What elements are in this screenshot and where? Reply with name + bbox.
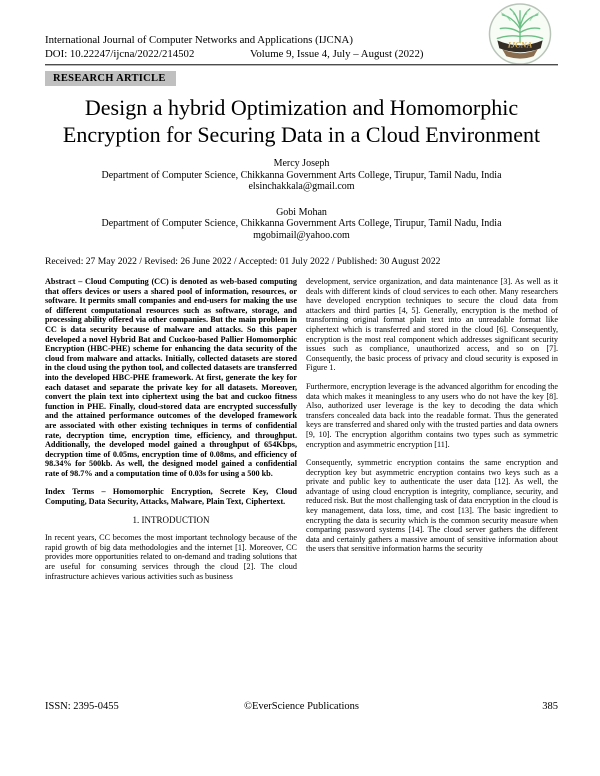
header-meta-row <box>45 47 558 61</box>
research-article-badge: RESEARCH ARTICLE <box>45 71 176 86</box>
logo-text: IJCNA <box>507 40 533 50</box>
section-heading-introduction: 1. INTRODUCTION <box>132 514 210 525</box>
journal-name: International Journal of Computer Networks and Applications (IJCNA) <box>45 34 353 46</box>
body-paragraph: development, service organization, and data maintenance [3]. As well as it deals with different kinds of cloud services to each other. Many researchers have developed encryption techniques to secure the cloud data from attackers and third parties [4, 5]. Generally, encryption is the method of transforming original format plain text into an unreadable format like ciphertext which is transferred and stored in the cloud [6]. Consequently, encryption is the most real component which addresses significant security issues such as compliance, unauthorized access, and so on [7]. Consequently, the basic process of privacy and cloud security is exposed in Figure 1. <box>306 277 558 373</box>
doi-text: DOI: 10.22247/ijcna/2022/214502 <box>45 48 195 60</box>
author-name: Mercy Joseph <box>273 158 330 169</box>
intro-paragraph: In recent years, CC becomes the most important technology because of the rapid growth of big data methodologies and the internet [1]. Moreover, CC provides more opportunities related to on-demand and trading solutions that are useful for consuming services through the cloud [2]. The cloud infrastructure achieves various activities such as business <box>45 533 297 581</box>
author-email: mgobimail@yahoo.com <box>253 229 350 241</box>
right-column <box>306 277 558 665</box>
author-affiliation: Department of Computer Science, Chikkanna Government Arts College, Tirupur, Tamil Nadu, India <box>101 218 502 229</box>
body-paragraph: Furthermore, encryption leverage is the advanced algorithm for encoding the data which makes it meaningless to any users who do not have the key [8]. Also, authorized user leverage is the key to decoding the data which transfers concealed data back into the readable format. Thus the generated keys are transferred and shared only with the trusted parties and data owners [9, 10]. The encryption algorithm contains two types such as symmetric encryption and asymmetric encryption [11]. <box>306 381 558 449</box>
header-divider <box>45 64 558 66</box>
index-terms: Index Terms – Homomorphic Encryption, Secrete Key, Cloud Computing, Data Security, Attacks, Malware, Plain Text, Ciphertext. <box>45 487 297 507</box>
body-columns <box>45 277 558 665</box>
author-email: elsinchakkala@gmail.com <box>248 181 355 192</box>
left-column <box>45 277 297 665</box>
author-name: Gobi Mohan <box>276 206 327 218</box>
paper-title: Design a hybrid Optimization and Homomorphic Encryption for Securing Data in a Cloud Environment <box>62 95 541 147</box>
page-number: 385 <box>542 701 558 712</box>
volume-issue-text: Volume 9, Issue 4, July – August (2022) <box>250 48 424 60</box>
author-block-2 <box>45 207 558 242</box>
abstract-text: Abstract – Cloud Computing (CC) is denoted as web-based computing that offers devices or users a shared pool of information, resources, or software. It permits small companies and end-users for making the use of different computational resources such as software, storage, and processing ability offered via other companies. But the main problem in CC is data security because of malware and attacks. So this paper developed a novel Hybrid Bat and Cuckoo-based Pallier Homomorphic Encryption (HBC-PHE) scheme for enhancing the data security of the cloud from malware and attacks. Initially, collected datasets are stored in the cloud using the python tool, and collected datasets are transferred into the developed HBC-PHE framework. At first, generate the key for each dataset and separate the private key for all datasets. Moreover, convert the plain text into ciphertext using the bat and cuckoo fitness function in PHE. Finally, cloud-stored data are encrypted successfully and the attained performance outcomes of the developed framework are associated with other existing techniques in terms of confidential rate, decryption time, encryption time, efficiency, and throughput. Additionally, the developed model gained a throughput of 654Kbps, decryption time of 0.05ms, encryption time of 0.08ms, and efficiency of 98.34% for 500kb. As well, the designed model gained a confidential rate of 98.7% and a computation time of 0.03s for using a 500 kb. <box>45 277 297 478</box>
issn-text: ISSN: 2395-0455 <box>45 701 119 712</box>
author-affiliation: Department of Computer Science, Chikkanna Government Arts College, Tirupur, Tamil Nadu, India <box>101 169 502 181</box>
body-paragraph: Consequently, symmetric encryption contains the same encryption and decryption key but asymmetric encryption contains two keys such as a private and public key to authenticate the user data [12]. As well, the advantage of using cloud encryption is integrity, compliance, security, and reduced risk. But the most challenging task of data encryption in the cloud is key management, data loss, time, and cost [13]. The basic ingredient to encrypting the data is security which is the common security measure when comparing password systems [14]. The cloud server gathers the different data and certainly gathers a massive amount of sensitive information about the users that sensitive information harms the security <box>306 458 558 554</box>
publisher-text: ©EverScience Publications <box>244 701 359 712</box>
author-block-1 <box>45 158 558 193</box>
page-footer <box>45 701 558 712</box>
article-history: Received: 27 May 2022 / Revised: 26 June 2022 / Accepted: 01 July 2022 / Published: 30 August 2022 <box>45 256 441 267</box>
